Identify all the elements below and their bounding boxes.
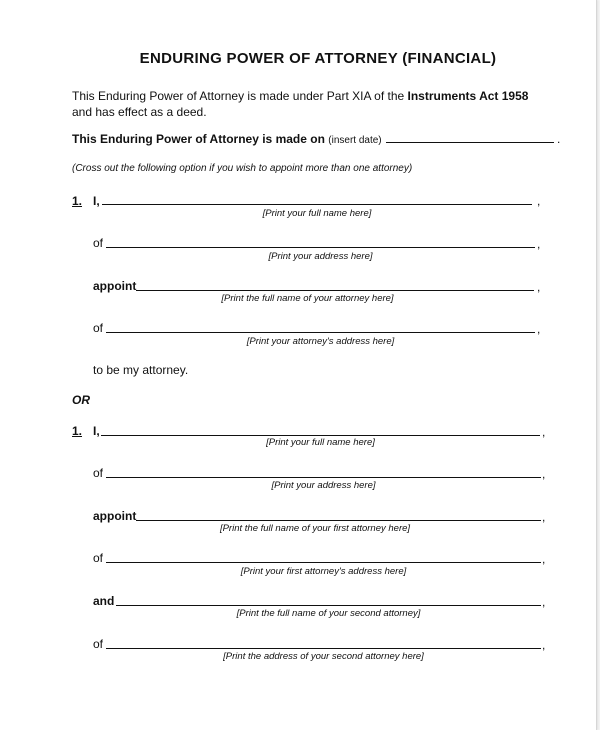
- made-on-label: This Enduring Power of Attorney is made on: [72, 132, 325, 146]
- comma: ,: [537, 194, 541, 208]
- comma: ,: [542, 425, 546, 439]
- option-one-address-blank[interactable]: [106, 247, 535, 248]
- document-title: ENDURING POWER OF ATTORNEY (FINANCIAL): [139, 50, 497, 67]
- option-two-number: 1.: [72, 424, 83, 438]
- date-blank[interactable]: [386, 141, 554, 143]
- made-on-line: [72, 132, 560, 146]
- comma: ,: [542, 638, 546, 652]
- comma: ,: [542, 510, 546, 524]
- option-one-attorney-name-blank[interactable]: [136, 290, 534, 291]
- option-two-of-label-2: of: [93, 551, 104, 565]
- made-on-period: .: [556, 132, 561, 146]
- option-one-address-caption: [Print your address here]: [268, 251, 373, 262]
- intro-act-name: Instruments Act 1958: [407, 89, 529, 103]
- option-two-address-caption: [Print your address here]: [271, 480, 376, 491]
- option-one-attorney-address-caption: [Print your attorney's address here]: [246, 336, 395, 347]
- option-two-and-label: and: [93, 594, 115, 608]
- comma: ,: [537, 322, 541, 336]
- comma: ,: [542, 595, 546, 609]
- intro-text-before: This Enduring Power of Attorney is made under Part XIA of the: [72, 89, 408, 103]
- option-one-i-label: I,: [93, 194, 100, 208]
- comma: ,: [542, 467, 546, 481]
- or-label: OR: [72, 393, 90, 407]
- made-on-hint: (insert date): [328, 135, 382, 146]
- option-one-name-blank[interactable]: [102, 204, 532, 205]
- option-two-appoint-label: appoint: [93, 509, 137, 523]
- comma: ,: [542, 552, 546, 566]
- option-one-of-label-2: of: [93, 321, 104, 335]
- intro-paragraph: [72, 88, 542, 120]
- comma: ,: [537, 237, 541, 251]
- option-two-name-blank[interactable]: [101, 435, 540, 436]
- option-two-address-blank[interactable]: [106, 477, 541, 478]
- option-one-appoint-label: appoint: [93, 279, 137, 293]
- option-two-first-attorney-address-blank[interactable]: [106, 562, 541, 563]
- option-two-first-attorney-name-caption: [Print the full name of your first attorney here]: [219, 523, 411, 534]
- option-one-number: 1.: [72, 194, 83, 208]
- option-one-attorney-address-blank[interactable]: [106, 332, 535, 333]
- option-two-second-attorney-name-caption: [Print the full name of your second attorney]: [236, 608, 421, 619]
- option-two-i-label: I,: [93, 424, 100, 438]
- option-two-first-attorney-address-caption: [Print your first attorney's address here]: [240, 566, 407, 577]
- option-two-second-attorney-name-blank[interactable]: [116, 605, 541, 606]
- option-one-of-label: of: [93, 236, 104, 250]
- instruction-note: (Cross out the following option if you wish to appoint more than one attorney): [72, 163, 413, 174]
- option-one-name-caption: [Print your full name here]: [262, 208, 372, 219]
- option-two-second-attorney-address-caption: [Print the address of your second attorney here]: [223, 651, 424, 662]
- option-two-name-caption: [Print your full name here]: [266, 437, 375, 448]
- option-one-closing: to be my attorney.: [93, 363, 189, 377]
- option-two-of-label-3: of: [93, 637, 104, 651]
- intro-text-after: and has effect as a deed.: [72, 105, 207, 119]
- comma: ,: [537, 280, 541, 294]
- option-one-attorney-name-caption: [Print the full name of your attorney here]: [221, 293, 394, 304]
- option-two-first-attorney-name-blank[interactable]: [136, 520, 541, 521]
- option-two-of-label: of: [93, 466, 104, 480]
- option-two-second-attorney-address-blank[interactable]: [106, 648, 541, 649]
